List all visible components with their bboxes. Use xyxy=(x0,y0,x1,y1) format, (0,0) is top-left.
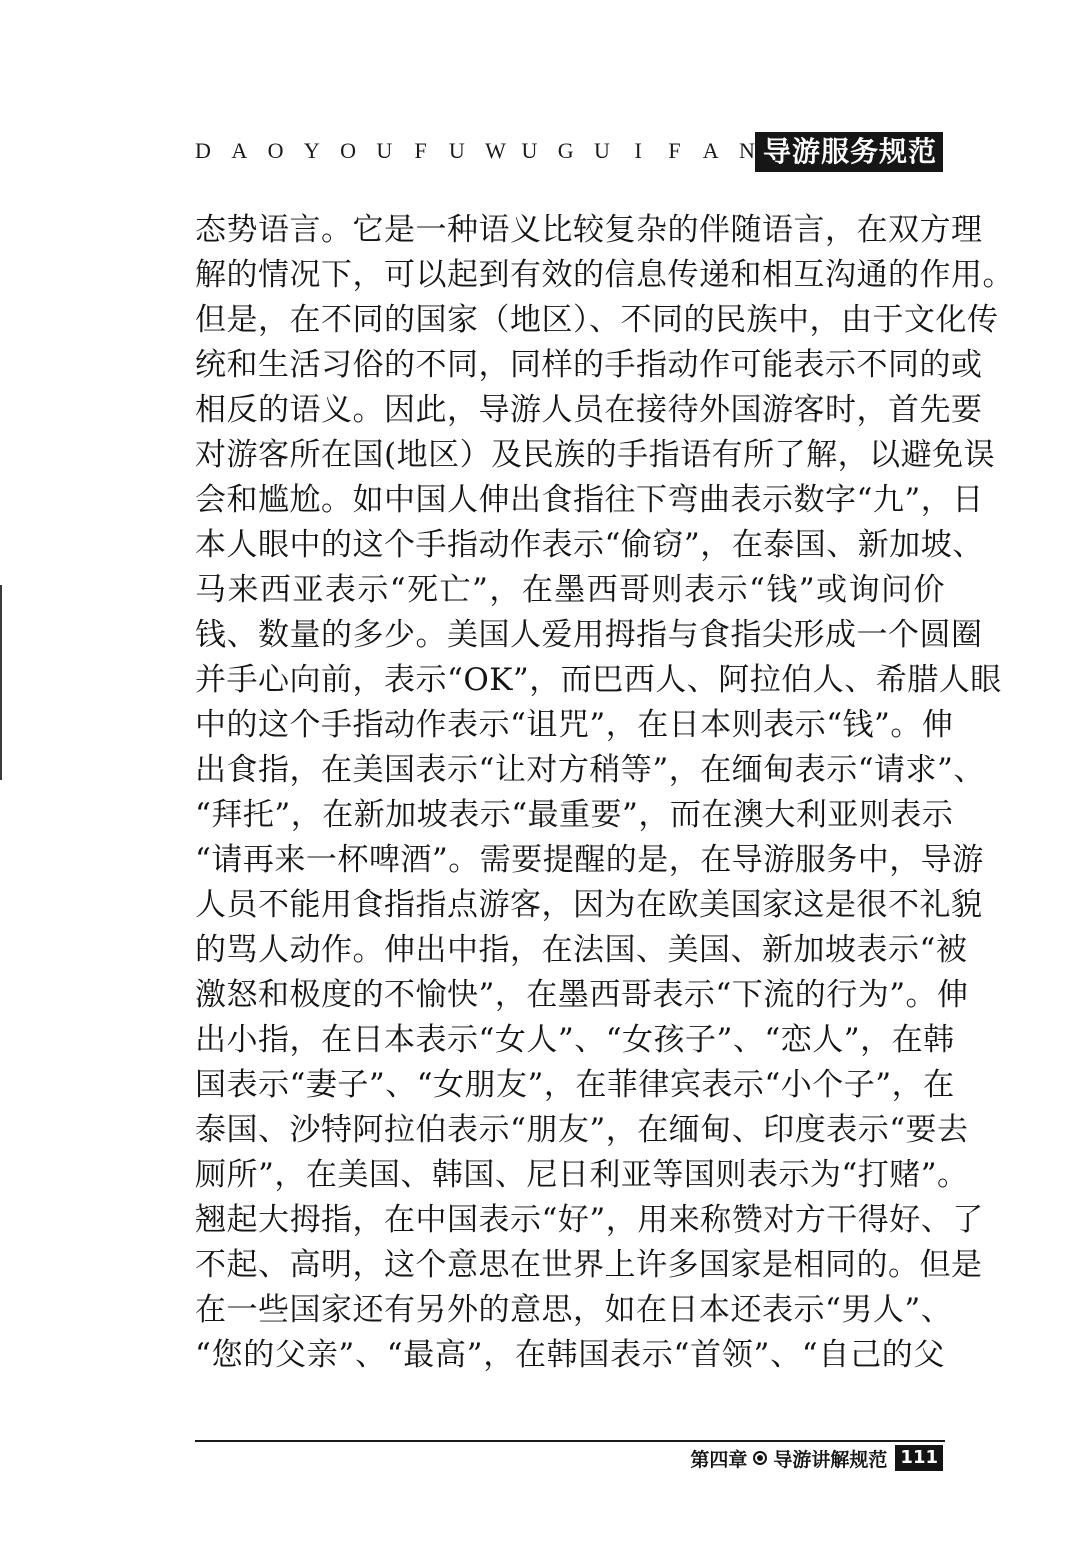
text-line: 态势语言。它是一种语义比较复杂的伴随语言，在双方理 xyxy=(195,212,983,248)
header-letter: U xyxy=(521,138,538,163)
header-letter: U xyxy=(376,138,393,163)
text-line: 相反的语义。因此，导游人员在接待外国游客时，首先要 xyxy=(195,392,983,428)
text-line: 会和尴尬。如中国人伸出食指往下弯曲表示数字“九”，日 xyxy=(195,482,984,518)
text-line: “您的父亲”、“最高”，在韩国表示“首领”、“自己的父 xyxy=(195,1337,945,1373)
header-pinyin-letters xyxy=(195,138,755,164)
chapter-label: 第四章 xyxy=(690,1448,748,1471)
text-line: 的骂人动作。伸出中指，在法国、美国、新加坡表示“被 xyxy=(195,932,968,968)
text-line: 统和生活习俗的不同，同样的手指动作可能表示不同的或 xyxy=(195,347,983,383)
body-text xyxy=(195,208,1014,1378)
text-line: 但是，在不同的国家（地区）、不同的民族中，由于文化传 xyxy=(195,302,999,338)
footer-rule xyxy=(195,1440,945,1442)
running-footer xyxy=(690,1444,943,1472)
running-header xyxy=(195,132,943,172)
book-title: 导游服务规范 xyxy=(755,132,943,172)
scan-edge-mark xyxy=(0,585,2,780)
text-line: 泰国、沙特阿拉伯表示“朋友”，在缅甸、印度表示“要去 xyxy=(195,1112,969,1148)
text-line: 出小指，在日本表示“女人”、“女孩子”、“恋人”，在韩 xyxy=(195,1022,955,1058)
text-line: 本人眼中的这个手指动作表示“偷窃”，在泰国、新加坡、 xyxy=(195,527,984,563)
text-line: 出食指，在美国表示“让对方稍等”，在缅甸表示“请求”、 xyxy=(195,752,985,788)
text-line: 不起、高明，这个意思在世界上许多国家是相同的。但是 xyxy=(195,1247,983,1283)
section-label: 导游讲解规范 xyxy=(773,1448,888,1471)
text-line: 人员不能用食指指点游客，因为在欧美国家这是很不礼貌 xyxy=(195,887,983,923)
text-line: 钱、数量的多少。美国人爱用拇指与食指尖形成一个圆圈 xyxy=(195,617,983,653)
header-letter: G xyxy=(557,138,574,163)
bullet-icon xyxy=(753,1451,767,1465)
header-letter: I xyxy=(634,138,642,163)
header-letter: A xyxy=(231,138,248,163)
header-letter: O xyxy=(340,138,356,163)
text-line: “拜托”，在新加坡表示“最重要”，而在澳大利亚则表示 xyxy=(195,797,954,833)
header-letter: F xyxy=(668,138,681,163)
text-line: 马来西亚表示“死亡”，在墨西哥则表示“钱”或询问价 xyxy=(195,572,945,608)
text-line: 在一些国家还有另外的意思，如在日本还表示“男人”、 xyxy=(195,1292,953,1328)
header-letter: W xyxy=(485,138,506,163)
text-line: “请再来一杯啤酒”。需要提醒的是，在导游服务中，导游 xyxy=(195,842,984,878)
text-line: 翘起大拇指，在中国表示“好”，用来称赞对方干得好、了 xyxy=(195,1202,984,1238)
header-letter: F xyxy=(414,138,427,163)
text-line: 国表示“妻子”、“女朋友”，在菲律宾表示“小个子”，在 xyxy=(195,1067,955,1103)
text-line: 对游客所在国(地区）及民族的手指语有所了解，以避免误 xyxy=(195,437,996,473)
text-line: 中的这个手指动作表示“诅咒”，在日本则表示“钱”。伸 xyxy=(195,707,954,743)
header-letter: O xyxy=(267,138,284,163)
text-line: 激怒和极度的不愉快”，在墨西哥表示“下流的行为”。伸 xyxy=(195,977,969,1013)
header-letter: U xyxy=(593,138,610,163)
text-line: 解的情况下，可以起到有效的信息传递和相互沟通的作用。 xyxy=(195,257,1014,293)
text-line: 并手心向前，表示“OK”，而巴西人、阿拉伯人、希腊人眼 xyxy=(195,662,1002,698)
header-letter: Y xyxy=(303,138,320,163)
page-number: 111 xyxy=(895,1445,943,1471)
text-line: 厕所”，在美国、韩国、尼日利亚等国则表示为“打赌”。 xyxy=(195,1157,969,1193)
header-letter: A xyxy=(702,138,719,163)
header-letter: N xyxy=(739,138,755,163)
header-letter: D xyxy=(195,138,211,163)
header-letter: U xyxy=(448,138,465,163)
